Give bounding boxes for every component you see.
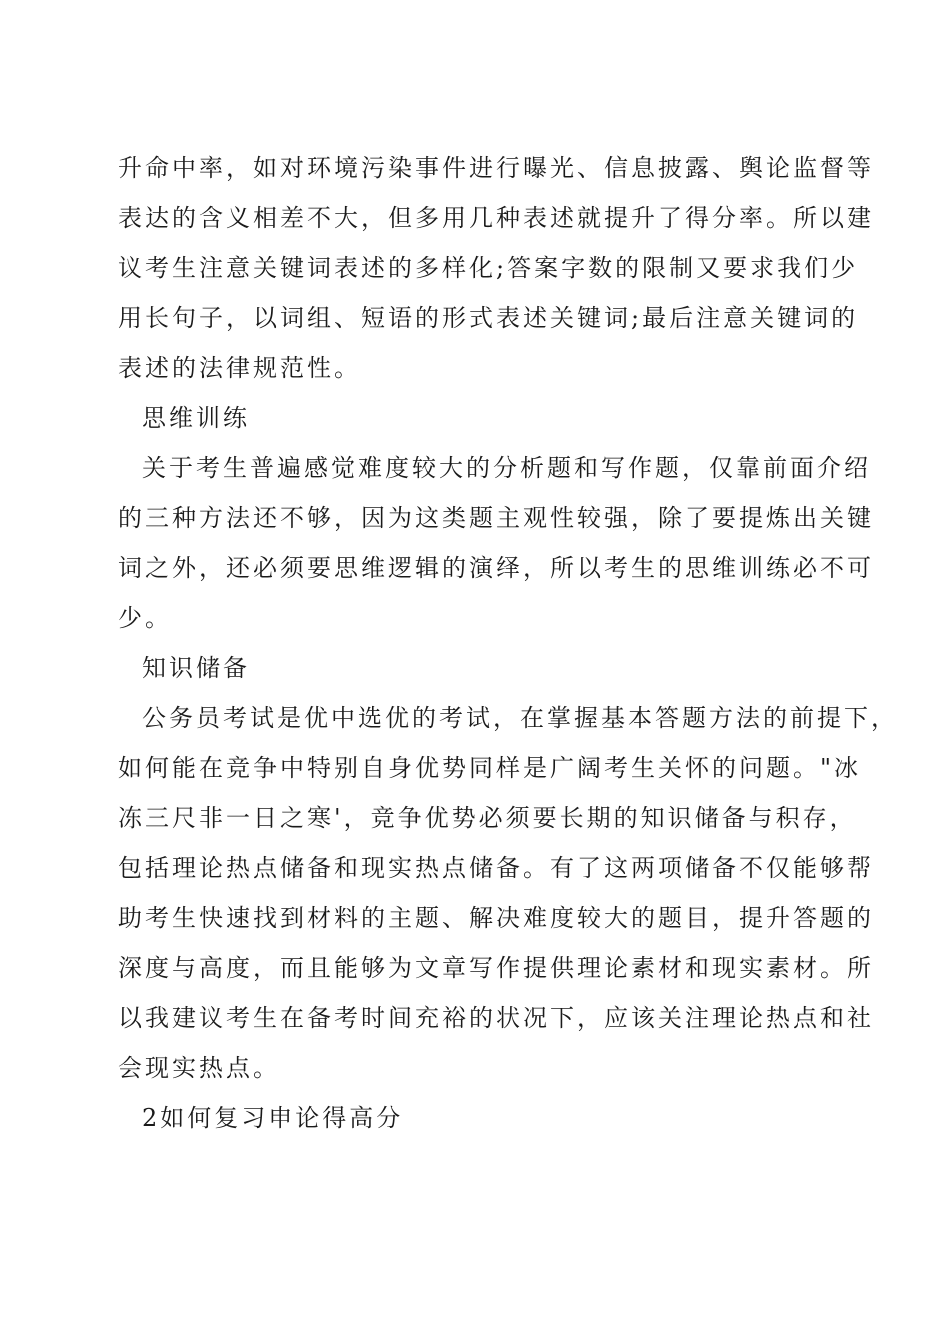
paragraph-line: 会现实热点。 (118, 1054, 280, 1082)
paragraph-line: 议考生注意关键词表述的多样化;答案字数的限制又要求我们少 (118, 254, 859, 282)
paragraph-line: 助考生快速找到材料的主题、解决难度较大的题目，提升答题的 (118, 904, 874, 932)
paragraph-line: 如何能在竞争中特别自身优势同样是广阔考生关怀的问题。"冰 (118, 754, 862, 782)
section-heading-thinking-training: 思维训练 (142, 404, 250, 432)
paragraph-line: 表述的法律规范性。 (118, 354, 361, 382)
paragraph-line: 以我建议考生在备考时间充裕的状况下，应该关注理论热点和社 (118, 1004, 874, 1032)
paragraph-line: 用长句子，以词组、短语的形式表述关键词;最后注意关键词的 (118, 304, 859, 332)
paragraph-line: 关于考生普遍感觉难度较大的分析题和写作题，仅靠前面介绍 (142, 454, 871, 482)
paragraph-line: 的三种方法还不够，因为这类题主观性较强，除了要提炼出关键 (118, 504, 874, 532)
section-heading-review-method: 2如何复习申论得高分 (142, 1104, 404, 1132)
paragraph-line: 冻三尺非一日之寒'，竞争优势必须要长期的知识储备与积存， (118, 804, 857, 832)
paragraph-line: 少。 (118, 604, 172, 632)
section-heading-knowledge-reserve: 知识储备 (142, 654, 250, 682)
paragraph-line: 表达的含义相差不大，但多用几种表述就提升了得分率。所以建 (118, 204, 874, 232)
paragraph-line: 词之外，还必须要思维逻辑的演绎，所以考生的思维训练必不可 (118, 554, 874, 582)
paragraph-line: 深度与高度，而且能够为文章写作提供理论素材和现实素材。所 (118, 954, 874, 982)
paragraph-line: 升命中率，如对环境污染事件进行曝光、信息披露、舆论监督等 (118, 154, 874, 182)
paragraph-line: 包括理论热点储备和现实热点储备。有了这两项储备不仅能够帮 (118, 854, 874, 882)
paragraph-line: 公务员考试是优中选优的考试，在掌握基本答题方法的前提下， (142, 704, 898, 732)
